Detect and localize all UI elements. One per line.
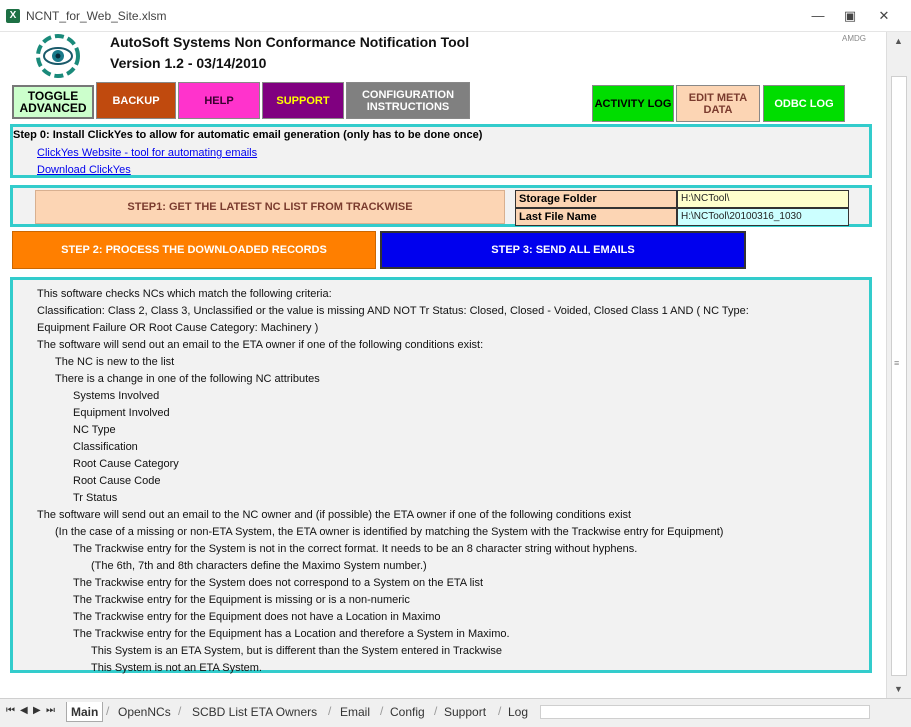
tab-opennc[interactable]: OpenNCs [118, 705, 171, 719]
desc-line: The software will send out an email to the ETA owner if one of the following conditions exist: [37, 339, 484, 351]
toggle-advanced-button[interactable]: TOGGLE ADVANCED [12, 85, 94, 119]
desc-line: (The 6th, 7th and 8th characters define the Maximo System number.) [91, 560, 427, 572]
tab-divider: / [498, 704, 502, 718]
desc-line: Tr Status [73, 492, 118, 504]
tab-main[interactable]: Main [66, 702, 103, 722]
corner-text: AMDG [842, 34, 866, 43]
odbc-log-button[interactable]: ODBC LOG [763, 85, 845, 122]
storage-folder-label: Storage Folder [515, 190, 677, 208]
app-version: Version 1.2 - 03/14/2010 [110, 55, 267, 71]
tab-log[interactable]: Log [508, 705, 529, 719]
tab-divider: / [106, 704, 110, 718]
desc-line: The NC is new to the list [55, 356, 175, 368]
desc-line: The Trackwise entry for the System is not in the correct format. It needs to be an 8 character string without hyphens. [73, 543, 638, 555]
tab-divider: / [434, 704, 438, 718]
step3-button[interactable]: STEP 3: SEND ALL EMAILS [380, 231, 746, 269]
step0-panel [10, 124, 872, 178]
last-file-value[interactable]: H:\NCTool\20100316_1030 [677, 208, 849, 226]
tab-config[interactable]: Config [390, 705, 425, 719]
window-titlebar [0, 0, 911, 32]
scroll-down-icon[interactable]: ▼ [894, 684, 903, 694]
last-file-row [515, 208, 851, 226]
desc-line: NC Type [73, 424, 116, 436]
desc-line: This System is not an ETA System. [91, 662, 262, 674]
desc-line: The Trackwise entry for the System does not correspond to a System on the ETA list [73, 577, 484, 589]
tab-email[interactable]: Email [340, 705, 371, 719]
window-title: NCNT_for_Web_Site.xlsm [26, 9, 167, 23]
storage-folder-value[interactable]: H:\NCTool\ [677, 190, 849, 208]
desc-line: The Trackwise entry for the Equipment does not have a Location in Maximo [73, 611, 441, 623]
description-text [37, 286, 867, 677]
tab-support[interactable]: Support [444, 705, 487, 719]
app-title: AutoSoft Systems Non Conformance Notification Tool [110, 34, 470, 50]
desc-line: Equipment Involved [73, 407, 170, 419]
last-sheet-icon[interactable]: ⏭ [46, 705, 55, 716]
download-clickyes-link[interactable]: Download ClickYes [37, 164, 131, 176]
backup-button[interactable]: BACKUP [96, 82, 176, 119]
desc-line: Root Cause Category [73, 458, 179, 470]
scroll-thumb[interactable] [891, 76, 907, 676]
step1-panel [10, 185, 872, 227]
step2-button[interactable]: STEP 2: PROCESS THE DOWNLOADED RECORDS [12, 231, 376, 269]
vertical-scrollbar[interactable] [886, 32, 911, 698]
scroll-grip-icon: ≡ [894, 358, 900, 368]
excel-icon: X [6, 9, 20, 23]
desc-line: There is a change in one of the following NC attributes [55, 373, 320, 385]
prev-sheet-icon[interactable]: ◀ [20, 705, 28, 716]
support-button[interactable]: SUPPORT [262, 82, 344, 119]
desc-line: (In the case of a missing or non-ETA System, the ETA owner is identified by matching the System with the Trackwise entry for Equipment) [55, 526, 724, 538]
desc-line: Classification: Class 2, Class 3, Unclassified or the value is missing AND NOT Tr Status: Closed, Closed - Voided, Closed Class 1 AND ( NC Type: [37, 305, 749, 317]
description-panel [10, 277, 872, 673]
tab-divider: / [178, 704, 182, 718]
desc-line: Equipment Failure OR Root Cause Category: Machinery ) [37, 322, 319, 334]
desc-line: The Trackwise entry for the Equipment has a Location and therefore a System in Maximo. [73, 628, 510, 640]
step0-heading: Step 0: Install ClickYes to allow for automatic email generation (only has to be done once) [13, 129, 483, 141]
tab-scbd-list[interactable]: SCBD List ETA Owners [192, 705, 318, 719]
first-sheet-icon[interactable]: ⏮ [6, 705, 15, 716]
last-file-label: Last File Name [515, 208, 677, 226]
horizontal-scrollbar[interactable] [540, 705, 870, 719]
desc-line: Root Cause Code [73, 475, 161, 487]
restore-icon[interactable]: ▣ [843, 8, 857, 23]
tab-divider: / [328, 704, 332, 718]
desc-line: The software will send out an email to the NC owner and (if possible) the ETA owner if one of the following conditions exist [37, 509, 632, 521]
clickyes-website-link[interactable]: ClickYes Website - tool for automating emails [37, 147, 258, 159]
activity-log-button[interactable]: ACTIVITY LOG [592, 85, 674, 122]
close-icon[interactable]: ✕ [878, 8, 890, 23]
storage-folder-row [515, 190, 851, 208]
sheet-tab-bar [0, 698, 911, 727]
configuration-instructions-button[interactable]: CONFIGURATION INSTRUCTIONS [346, 82, 470, 119]
worksheet [0, 32, 886, 698]
edit-meta-data-button[interactable]: EDIT META DATA [676, 85, 760, 122]
desc-line: The Trackwise entry for the Equipment is missing or is a non-numeric [73, 594, 410, 606]
tab-divider: / [380, 704, 384, 718]
minimize-icon[interactable]: — [811, 8, 825, 23]
step1-button[interactable]: STEP1: GET THE LATEST NC LIST FROM TRACKWISE [35, 190, 505, 224]
eye-logo-icon [34, 34, 82, 78]
scroll-up-icon[interactable]: ▲ [894, 36, 903, 46]
next-sheet-icon[interactable]: ▶ [33, 705, 41, 716]
desc-line: This software checks NCs which match the following criteria: [37, 288, 332, 300]
desc-line: This System is an ETA System, but is different than the System entered in Trackwise [91, 645, 503, 657]
desc-line: Classification [73, 441, 138, 453]
help-button[interactable]: HELP [178, 82, 260, 119]
desc-line: Systems Involved [73, 390, 160, 402]
